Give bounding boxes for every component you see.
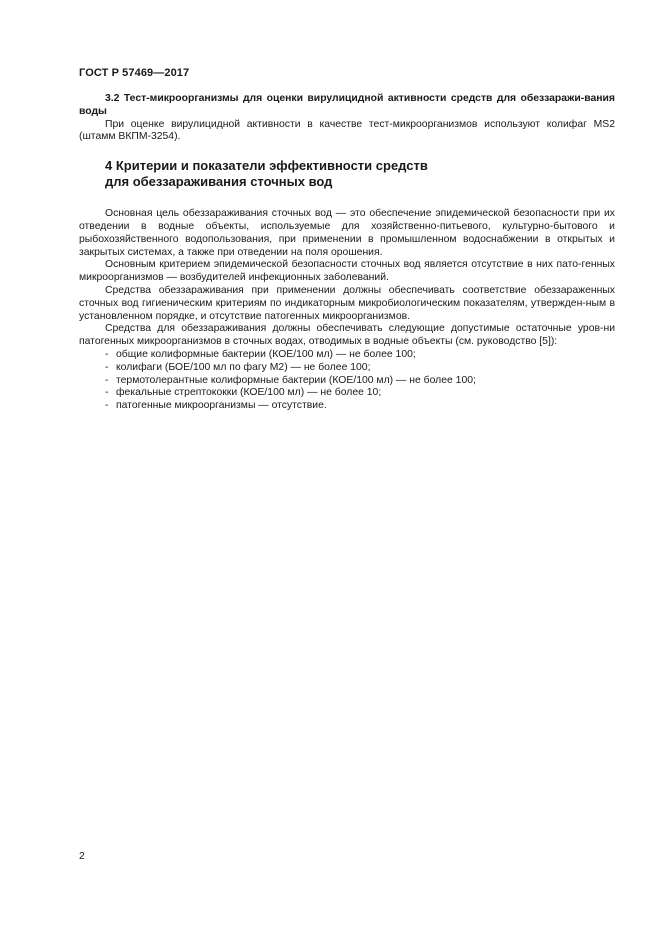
list-item-text: фекальные стрептококки (КОЕ/100 мл) — не более 10; (116, 387, 382, 399)
paragraph: Основная цель обеззараживания сточных вод — это обеспечение эпидемической безопасности при их отведении в водные объекты, используемые для хозяйственно-питьевого, культурно-бытового и рыбохозяйственного водопользования, при применении в промышленном водоснабжении в открытых и закрытых системах, а также при отведении на поля орошения. (79, 208, 615, 258)
subsection-heading: 3.2 Тест-микроорганизмы для оценки вирулицидной активности средств для обеззаражи-вания воды (79, 93, 615, 117)
page-content (79, 93, 615, 413)
section-heading-line-2: для обеззараживания сточных вод (105, 174, 333, 190)
list-marker: - (105, 374, 109, 386)
page-number: 2 (79, 851, 85, 862)
document-code: ГОСТ Р 57469—2017 (79, 67, 190, 79)
list-item (79, 362, 615, 375)
section-heading (79, 158, 615, 190)
list-item (79, 387, 615, 400)
list-item-text: колифаги (БОЕ/100 мл по фагу М2) — не более 100; (116, 361, 371, 373)
list-item-text: термотолерантные колиформные бактерии (КОЕ/100 мл) — не более 100; (116, 374, 476, 386)
list-item-text: общие колиформные бактерии (КОЕ/100 мл) — не более 100; (116, 348, 416, 360)
list-marker: - (105, 348, 109, 360)
list-item (79, 349, 615, 362)
section-heading-line-1: 4 Критерии и показатели эффективности средств (105, 158, 428, 174)
list-item (79, 400, 615, 413)
subsection-body: При оценке вирулицидной активности в качестве тест-микроорганизмов используют колифаг MS2 (штамм ВКПМ-3254). (79, 118, 615, 143)
list-item-text: патогенные микроорганизмы — отсутствие. (116, 400, 327, 412)
paragraph: Средства обеззараживания при применении должны обеспечивать соответствие обеззараженных сточных вод гигиеническим критериям по индикаторным микробиологическим показателям, утвержден-ным в установленном порядке, и отсутствие патогенных микроорганизмов. (79, 284, 615, 322)
paragraph: Средства для обеззараживания должны обеспечивать следующие допустимые остаточные уров-ни патогенных микроорганизмов в сточных водах, отводимых в водные объекты (см. руководство [5]): (79, 323, 615, 348)
residual-levels-list (79, 349, 615, 413)
list-marker: - (105, 361, 109, 373)
list-marker: - (105, 400, 109, 412)
paragraph: Основным критерием эпидемической безопасности сточных вод является отсутствие в них пато-генных микроорганизмов — возбудителей инфекционных заболеваний. (79, 259, 615, 284)
list-item (79, 375, 615, 388)
list-marker: - (105, 387, 109, 399)
